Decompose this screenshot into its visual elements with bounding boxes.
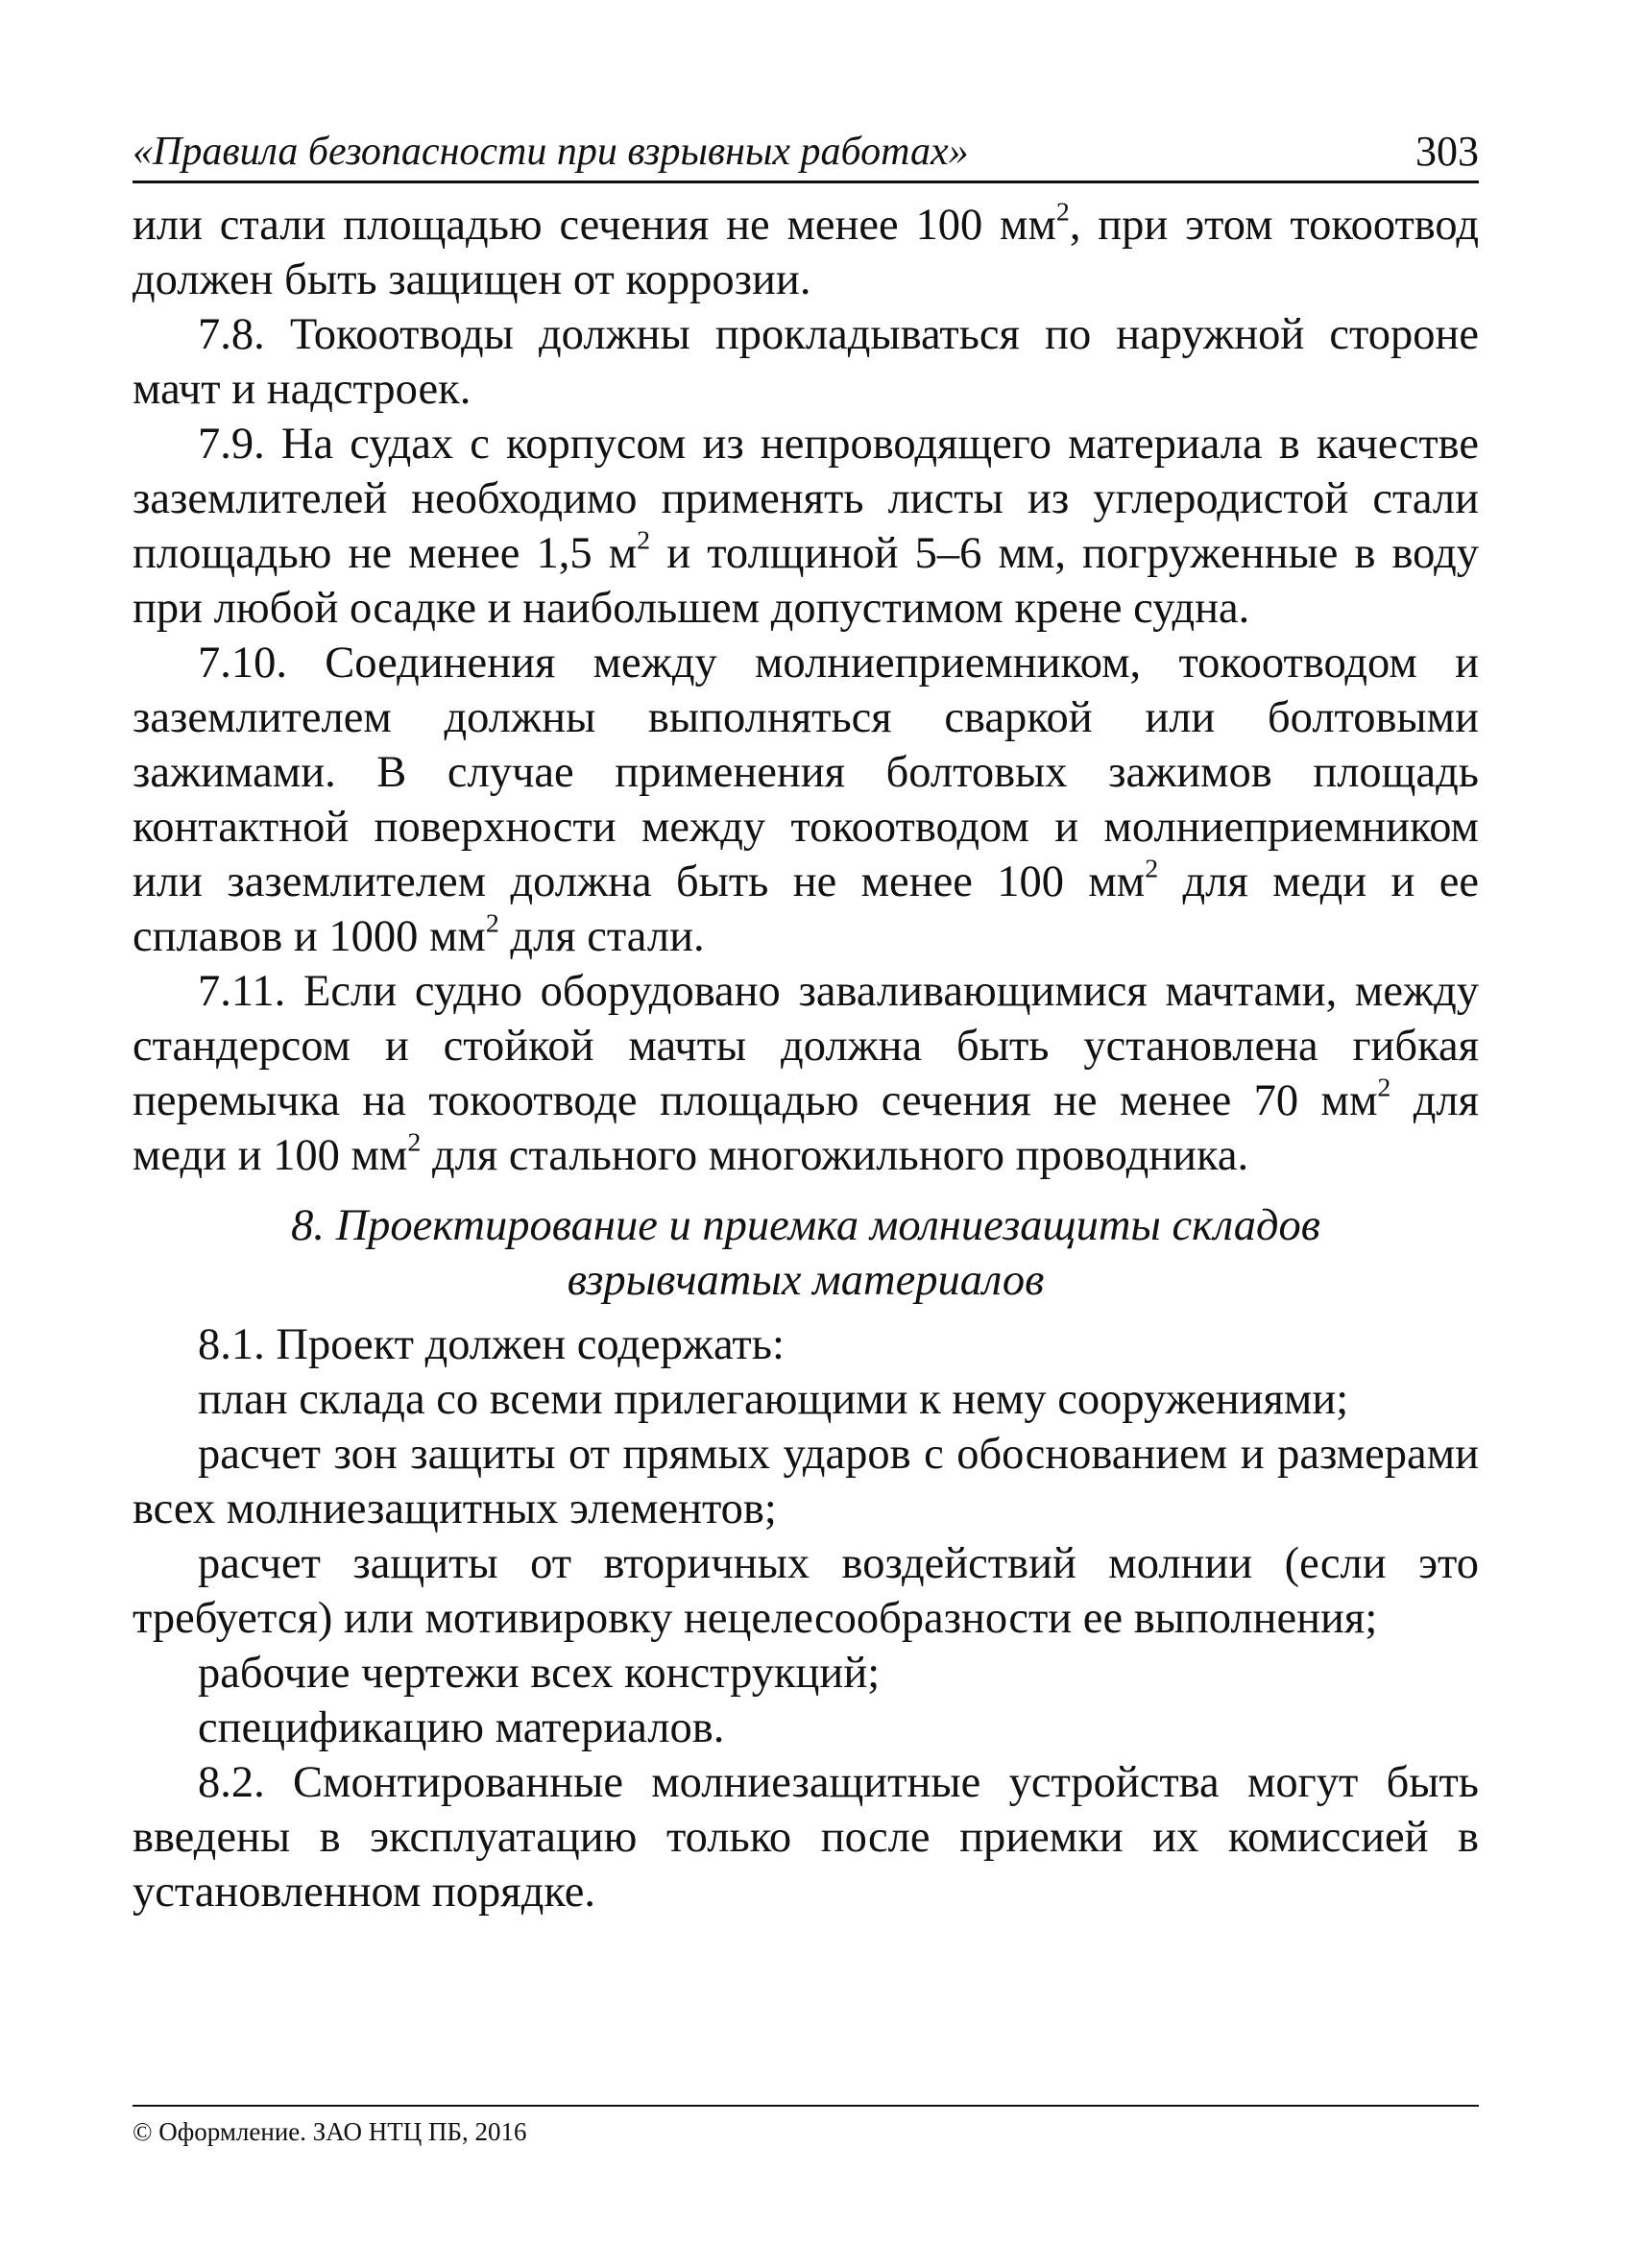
copyright-footer: © Оформление. ЗАО НТЦ ПБ, 2016 [133, 2117, 527, 2146]
paragraph-continuation: или стали площадью сечения не менее 100 $мм^2$, при этом токоотвод должен быть защищен от коррозии. [133, 197, 1479, 304]
body-text [133, 198, 1479, 1919]
section-heading-line-2: взрывчатых материалов [567, 1256, 1045, 1305]
running-header [133, 123, 1479, 183]
paragraph-8-1: 8.1. Проект должен содержать: [198, 1320, 785, 1369]
paragraph-7-10: 7.10. Соединения между молниеприемником, токоотводом и заземлителем должны выполняться сваркой или болтовыми зажимами. В случае применения болтовых зажимов площадь контактной поверхности между токоотводом и молниеприемником или заземлителем должна быть не менее 100 $мм^2$ для меди и ее сплавов и 1000 $мм^2$ для стали. [133, 639, 1479, 961]
paragraph-7-8: 7.8. Токоотводы должны прокладываться по наружной стороне мачт и надстроек. [133, 310, 1479, 414]
list-item: рабочие чертежи всех конструкций; [198, 1649, 881, 1698]
list-item: спецификацию материалов. [198, 1703, 725, 1752]
paragraph-7-11: 7.11. Если судно оборудовано заваливающимися мачтами, между стандерсом и стойкой мачты должна быть установлена гибкая перемычка на токоотводе площадью сечения не менее 70 $мм^2$ для меди и 100 $мм^2$ для стального многожильного проводника. [133, 967, 1479, 1180]
paragraph-8-2: 8.2. Смонтированные молниезащитные устройства могут быть введены в эксплуатацию только после приемки их комиссией в установленном порядке. [133, 1758, 1479, 1917]
section-heading-line-1: 8. Проектирование и приемка молниезащиты складов [291, 1201, 1320, 1250]
section-heading [133, 1198, 1479, 1308]
running-header-title: «Правила безопасности при взрывных работах» [133, 130, 969, 174]
list-item: расчет зон защиты от прямых ударов с обоснованием и размерами всех молниезащитных элементов; [133, 1430, 1479, 1533]
page-number: 303 [1415, 128, 1479, 175]
list-item: расчет защиты от вторичных воздействий молнии (если это требуется) или мотивировку нецелесообразности ее выполнения; [133, 1539, 1479, 1643]
footer-divider [133, 2105, 1479, 2107]
paragraph-7-9: 7.9. На судах с корпусом из непроводящего материала в качестве заземлителей необходимо применять листы из углеродистой стали площадью не менее 1,5 $м^2$ и толщиной 5–6 мм, погруженные в воду при любой осадке и наибольшем допустимом крене судна. [133, 420, 1479, 633]
list-item: план склада со всеми прилегающими к нему сооружениями; [198, 1375, 1349, 1424]
